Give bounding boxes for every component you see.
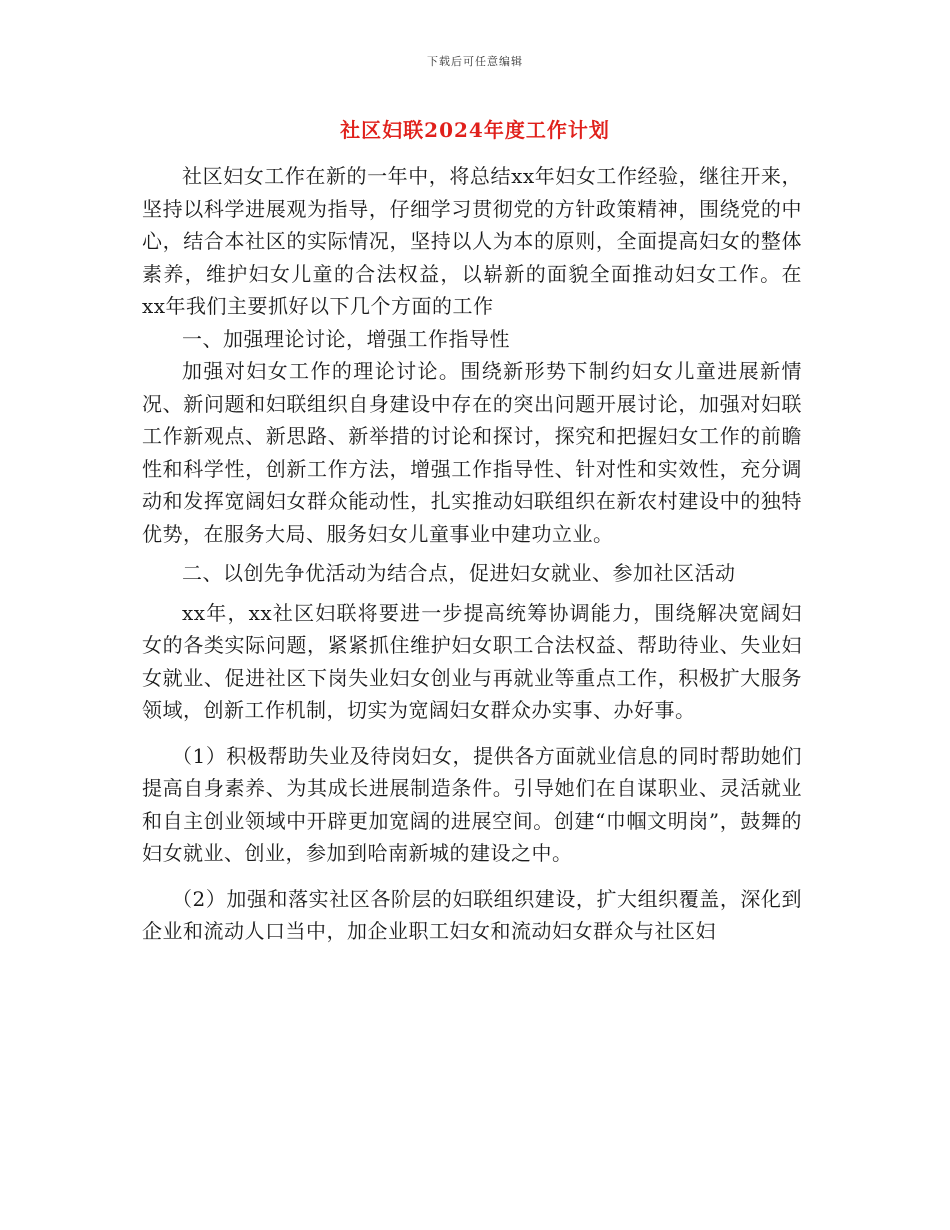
paragraph-intro: 社区妇女工作在新的一年中，将总结xx年妇女工作经验，继往开来，坚持以科学进展观为指导，仔细学习贯彻党的方针政策精神，围绕党的中心，结合本社区的实际情况，坚持以人为本的原则，全面提高妇女的整体素养，维护妇女儿童的合法权益，以崭新的面貌全面推动妇女工作。在 xx年我们主要抓好以下几个方面的工作 [142,164,802,318]
paragraph-section-2: xx年，xx社区妇联将要进一步提高统筹协调能力，围绕解决宽阔妇女的各类实际问题，紧紧抓住维护妇女职工合法权益、帮助待业、失业妇女就业、促进社区下岗失业妇女创业与再就业等重点工作，积极扩大服务领域，创新工作机制，切实为宽阔妇女群众办实事、办好事。 [142,600,802,722]
section-heading-2: 二、以创先争优活动为结合点，促进妇女就业、参加社区活动 [182,561,736,585]
document-title: 社区妇联2024年度工作计划 [340,118,610,142]
section-heading-1: 一、加强理论讨论，增强工作指导性 [182,326,510,351]
page-header-note: 下载后可任意编辑 [427,55,523,68]
document-body [142,160,802,948]
list-item-1: （1）积极帮助失业及待岗妇女，提供各方面就业信息的同时帮助她们提高自身素养、为其成长进展制造条件。引导她们在自谋职业、灵活就业和自主创业领域中开辟更加宽阔的进展空间。创建“巾帼文明岗”，鼓舞的妇女就业、创业，参加到哈南新城的建设之中。 [142,743,802,865]
list-item-2: （2）加强和落实社区各阶层的妇联组织建设，扩大组织覆盖，深化到企业和流动人口当中，加企业职工妇女和流动妇女群众与社区妇 [142,886,802,943]
paragraph-section-1: 加强对妇女工作的理论讨论。围绕新形势下制约妇女儿童进展新情况、新问题和妇联组织自身建设中存在的突出问题开展讨论，加强对妇联工作新观点、新思路、新举措的讨论和探讨，探究和把握妇女工作的前瞻性和科学性，创新工作方法，增强工作指导性、针对性和实效性，充分调动和发挥宽阔妇女群众能动性，扎实推动妇联组织在新农村建设中的独特优势，在服务大局、服务妇女儿童事业中建功立业。 [142,359,802,546]
